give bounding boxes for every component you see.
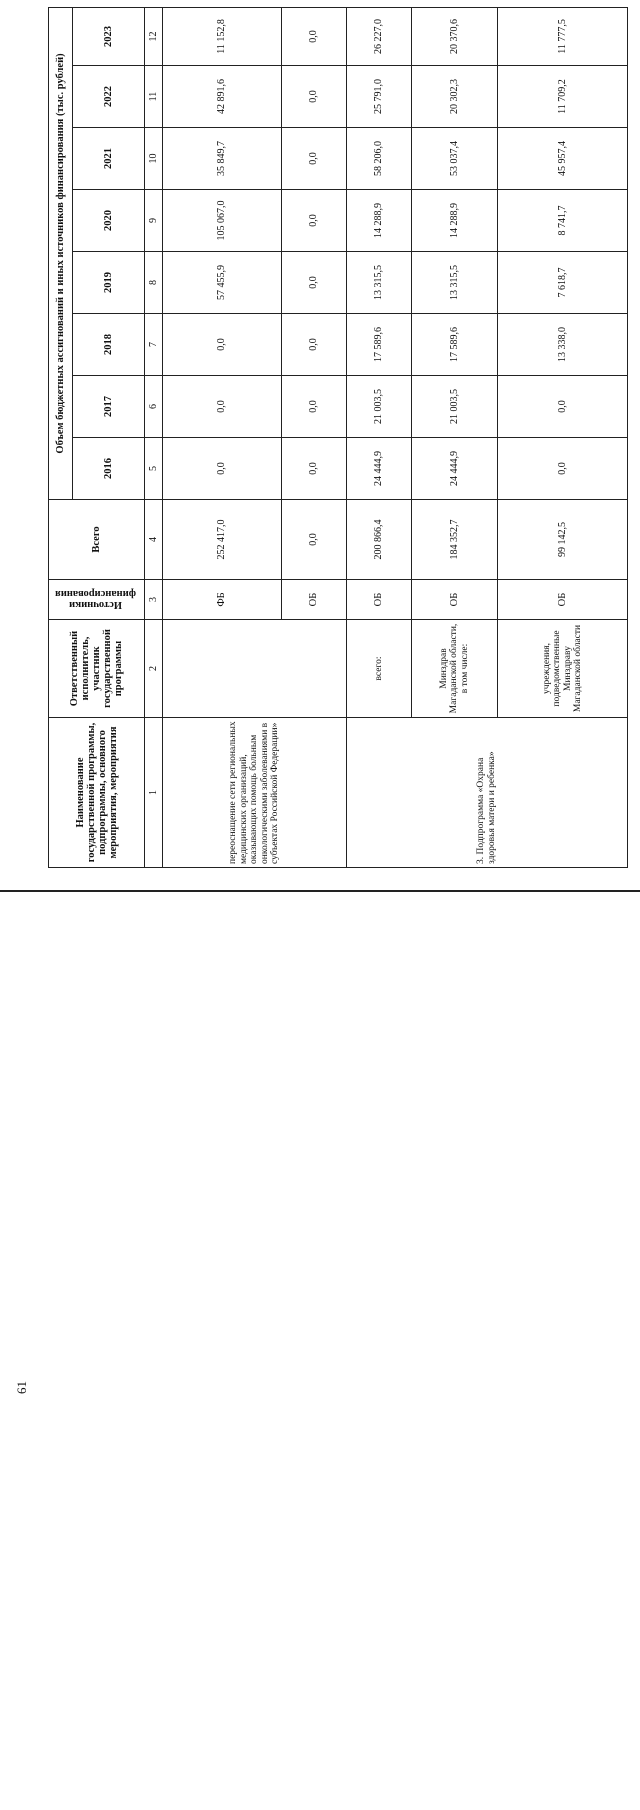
column-index: 6 bbox=[145, 376, 163, 438]
row-year-value: 20 302,3 bbox=[411, 66, 498, 128]
row-year-value: 14 288,9 bbox=[346, 190, 411, 252]
row-year-value: 25 791,0 bbox=[346, 66, 411, 128]
table-row bbox=[346, 7, 411, 867]
row-year-value: 105 067,0 bbox=[163, 190, 282, 252]
header-group: Объем бюджетных ассигнований и иных источников финансирования (тыс. рублей) bbox=[49, 7, 73, 499]
row-year-value: 24 444,9 bbox=[411, 438, 498, 500]
row-year-value: 0,0 bbox=[281, 128, 346, 190]
row-year-value: 0,0 bbox=[163, 438, 282, 500]
row-year-value: 35 849,7 bbox=[163, 128, 282, 190]
row-year-value: 0,0 bbox=[281, 252, 346, 314]
table-row bbox=[163, 7, 282, 867]
row-executor: всего: bbox=[346, 620, 411, 718]
row-source: ОБ bbox=[411, 580, 498, 620]
row-year-value: 7 618,7 bbox=[498, 252, 628, 314]
row-year-value: 0,0 bbox=[498, 376, 628, 438]
row-year-value: 0,0 bbox=[281, 314, 346, 376]
header-year: 2016 bbox=[73, 438, 145, 500]
row-executor: Минздрав Магаданской области, в том числе: bbox=[411, 620, 498, 718]
column-index: 9 bbox=[145, 190, 163, 252]
column-index: 2 bbox=[145, 620, 163, 718]
row-year-value: 13 315,5 bbox=[346, 252, 411, 314]
header-year: 2023 bbox=[73, 7, 145, 65]
header-total: Всего bbox=[49, 500, 145, 580]
row-source: ОБ bbox=[498, 580, 628, 620]
row-year-value: 17 589,6 bbox=[346, 314, 411, 376]
budget-table-container bbox=[48, 8, 628, 868]
header-source bbox=[49, 580, 145, 620]
header-year: 2022 bbox=[73, 66, 145, 128]
row-total: 200 866,4 bbox=[346, 500, 411, 580]
column-index: 10 bbox=[145, 128, 163, 190]
row-year-value: 14 288,9 bbox=[411, 190, 498, 252]
row-source: ФБ bbox=[163, 580, 282, 620]
row-year-value: 0,0 bbox=[281, 190, 346, 252]
row-year-value: 11 777,5 bbox=[498, 7, 628, 65]
header-executor: Ответственный исполнитель, участник государственной программы bbox=[49, 620, 145, 718]
row-year-value: 13 338,0 bbox=[498, 314, 628, 376]
row-year-value: 20 370,6 bbox=[411, 7, 498, 65]
page-number: 61 bbox=[14, 1381, 29, 1394]
row-year-value: 24 444,9 bbox=[346, 438, 411, 500]
row-source: ОБ bbox=[346, 580, 411, 620]
row-name: переоснащение сети региональных медицинских организаций, оказывающих помощь больным онкологическими заболеваниями в субъектах Российской Федерации» bbox=[163, 718, 347, 868]
header-year: 2017 bbox=[73, 376, 145, 438]
column-index: 3 bbox=[145, 580, 163, 620]
header-year: 2021 bbox=[73, 128, 145, 190]
row-year-value: 58 206,0 bbox=[346, 128, 411, 190]
row-year-value: 0,0 bbox=[281, 376, 346, 438]
row-year-value: 53 037,4 bbox=[411, 128, 498, 190]
row-total: 252 417,0 bbox=[163, 500, 282, 580]
row-year-value: 26 227,0 bbox=[346, 7, 411, 65]
header-name: Наименование государственной программы, подпрограммы, основного мероприятия, мероприятия bbox=[49, 718, 145, 868]
row-year-value: 0,0 bbox=[281, 66, 346, 128]
row-year-value: 21 003,5 bbox=[346, 376, 411, 438]
header-year: 2018 bbox=[73, 314, 145, 376]
row-executor: учреждения, подведомственные Минздраву Магаданской области bbox=[498, 620, 628, 718]
row-year-value: 21 003,5 bbox=[411, 376, 498, 438]
index-row bbox=[145, 7, 163, 867]
row-year-value: 57 455,9 bbox=[163, 252, 282, 314]
row-source: ОБ bbox=[281, 580, 346, 620]
column-index: 12 bbox=[145, 7, 163, 65]
row-year-value: 0,0 bbox=[281, 438, 346, 500]
row-year-value: 8 741,7 bbox=[498, 190, 628, 252]
row-total: 184 352,7 bbox=[411, 500, 498, 580]
header-year: 2019 bbox=[73, 252, 145, 314]
row-year-value: 42 891,6 bbox=[163, 66, 282, 128]
column-index: 11 bbox=[145, 66, 163, 128]
row-executor bbox=[163, 620, 347, 718]
row-year-value: 13 315,5 bbox=[411, 252, 498, 314]
header-year: 2020 bbox=[73, 190, 145, 252]
row-year-value: 0,0 bbox=[163, 314, 282, 376]
row-year-value: 0,0 bbox=[281, 7, 346, 65]
budget-table bbox=[48, 7, 628, 868]
row-year-value: 0,0 bbox=[163, 376, 282, 438]
row-total: 0,0 bbox=[281, 500, 346, 580]
row-year-value: 11 709,2 bbox=[498, 66, 628, 128]
column-index: 5 bbox=[145, 438, 163, 500]
row-year-value: 17 589,6 bbox=[411, 314, 498, 376]
column-index: 4 bbox=[145, 500, 163, 580]
row-total: 99 142,5 bbox=[498, 500, 628, 580]
row-year-value: 45 957,4 bbox=[498, 128, 628, 190]
row-year-value: 11 152,8 bbox=[163, 7, 282, 65]
column-index: 1 bbox=[145, 718, 163, 868]
table-body bbox=[163, 7, 628, 867]
column-index: 7 bbox=[145, 314, 163, 376]
footer-rule bbox=[0, 890, 640, 892]
column-index: 8 bbox=[145, 252, 163, 314]
row-year-value: 0,0 bbox=[498, 438, 628, 500]
row-name: 3. Подпрограмма «Охрана здоровья матери и ребенка» bbox=[346, 718, 627, 868]
header-source-label: Источники финансирования bbox=[54, 588, 136, 611]
